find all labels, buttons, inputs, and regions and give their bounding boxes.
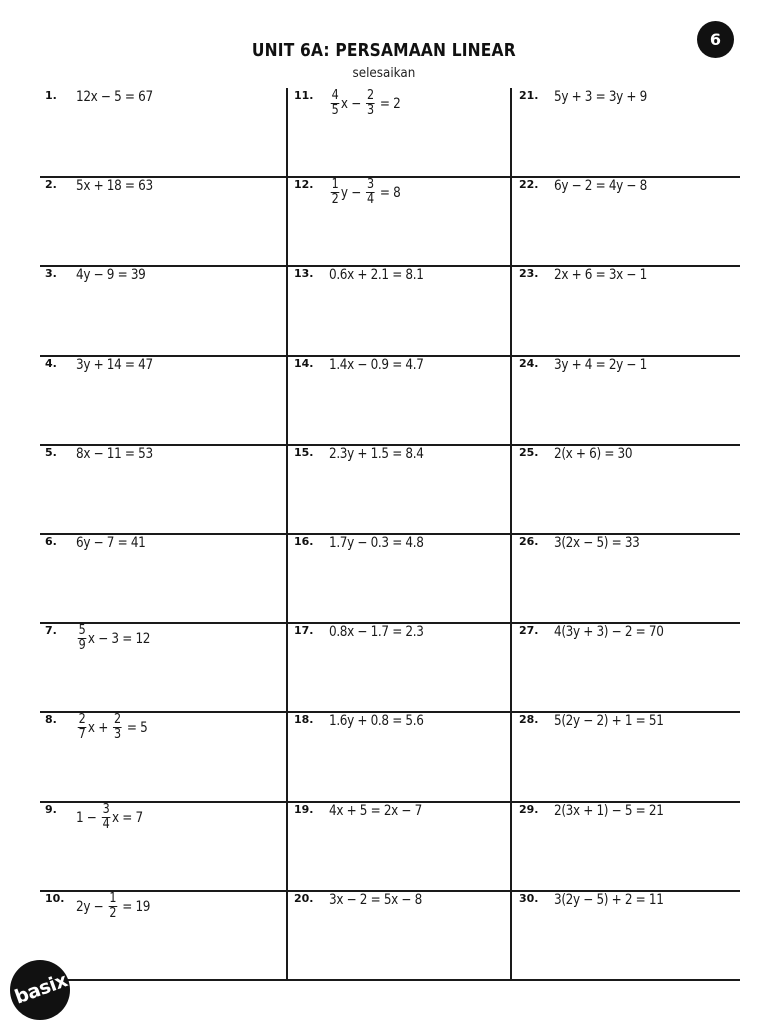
problem-equation <box>329 892 422 908</box>
equation-text: 12x − 5 = 67 <box>76 89 153 105</box>
problem-equation <box>329 357 424 373</box>
problem-number: 13. <box>294 267 314 280</box>
equation-text: 1.6y + 0.8 = 5.6 <box>329 713 424 729</box>
equation-text: = 2 <box>376 95 401 112</box>
equation-text: y − <box>340 184 365 201</box>
fraction <box>109 892 117 921</box>
equation-text: 5y + 3 = 3y + 9 <box>554 89 647 105</box>
problem-number: 9. <box>45 803 57 816</box>
problem-equation <box>329 89 400 118</box>
equation-text: 2.3y + 1.5 = 8.4 <box>329 446 424 462</box>
fraction-numerator: 4 <box>331 88 339 103</box>
page-title: UNIT 6A: PERSAMAAN LINEAR <box>251 40 516 61</box>
equation-text: 3x − 2 = 5x − 8 <box>329 892 422 908</box>
fraction-numerator: 2 <box>367 88 374 103</box>
equation-text: x = 7 <box>111 809 143 826</box>
problem-equation <box>554 89 647 105</box>
fraction <box>102 803 110 832</box>
problem-equation <box>554 892 664 908</box>
equation-text: 1.7y − 0.3 = 4.8 <box>329 535 424 551</box>
fraction-numerator: 2 <box>114 712 121 727</box>
equation-text: 6y − 2 = 4y − 8 <box>554 178 647 194</box>
problem-equation <box>76 624 150 653</box>
problem-equation <box>329 178 400 207</box>
problem-number: 1. <box>45 89 57 102</box>
problem-number: 22. <box>519 178 539 191</box>
fraction-denominator: 9 <box>78 638 86 653</box>
problem-equation <box>329 803 422 819</box>
equation-text: 1.4x − 0.9 = 4.7 <box>329 357 424 373</box>
problem-equation <box>554 178 647 194</box>
problem-equation <box>76 267 145 283</box>
equation-text: 6y − 7 = 41 <box>76 535 146 551</box>
problem-number: 6. <box>45 535 57 548</box>
fraction-denominator: 3 <box>114 727 121 742</box>
problem-number: 7. <box>45 624 57 637</box>
problem-number: 10. <box>45 892 65 905</box>
fraction-denominator: 4 <box>102 817 110 832</box>
problem-number: 8. <box>45 713 57 726</box>
fraction-numerator: 5 <box>78 623 86 638</box>
problem-number: 27. <box>519 624 539 637</box>
problem-number: 11. <box>294 89 314 102</box>
equation-text: 3y + 4 = 2y − 1 <box>554 357 647 373</box>
fraction-denominator: 7 <box>78 727 86 742</box>
fraction <box>78 713 86 742</box>
fraction-denominator: 2 <box>331 192 339 207</box>
problem-equation <box>76 89 153 105</box>
problem-equation <box>554 357 647 373</box>
problem-equation <box>329 624 424 640</box>
fraction <box>366 89 374 118</box>
equation-text: 2y − <box>76 898 107 915</box>
equation-text: 4(3y + 3) − 2 = 70 <box>554 624 664 640</box>
fraction-denominator: 5 <box>331 103 339 118</box>
equation-text: = 19 <box>118 898 151 915</box>
equation-text: 3y + 14 = 47 <box>76 357 153 373</box>
problem-number: 4. <box>45 357 57 370</box>
fraction <box>331 89 339 118</box>
problem-number: 15. <box>294 446 314 459</box>
equation-text: 2x + 6 = 3x − 1 <box>554 267 647 283</box>
equation-text: 0.8x − 1.7 = 2.3 <box>329 624 424 640</box>
problem-number: 19. <box>294 803 314 816</box>
problem-equation <box>76 178 153 194</box>
equation-text: 3(2x − 5) = 33 <box>554 535 640 551</box>
equation-text: 3(2y − 5) + 2 = 11 <box>554 892 664 908</box>
equation-text: x − <box>340 95 365 112</box>
problem-number: 28. <box>519 713 539 726</box>
page-subtitle: selesaikan <box>352 66 416 81</box>
problem-equation <box>554 446 632 462</box>
problem-equation <box>76 535 145 551</box>
problem-equation <box>329 267 424 283</box>
problem-number: 3. <box>45 267 57 280</box>
problem-number: 5. <box>45 446 57 459</box>
fraction-numerator: 2 <box>78 712 86 727</box>
problem-equation <box>76 446 153 462</box>
logo-text: basix <box>11 969 70 1009</box>
problem-equation <box>76 713 147 742</box>
fraction <box>366 178 374 207</box>
problem-equation <box>554 803 664 819</box>
fraction-numerator: 3 <box>102 802 110 817</box>
equation-text: = 5 <box>123 719 148 736</box>
problem-equation <box>554 624 664 640</box>
problem-number: 24. <box>519 357 539 370</box>
problem-number: 25. <box>519 446 539 459</box>
problem-number: 21. <box>519 89 539 102</box>
problem-number: 17. <box>294 624 314 637</box>
problem-number: 2. <box>45 178 57 191</box>
equation-text: 5(2y − 2) + 1 = 51 <box>554 713 664 729</box>
problem-equation <box>554 267 647 283</box>
fraction-numerator: 1 <box>109 891 117 906</box>
fraction-numerator: 1 <box>331 177 339 192</box>
problem-number: 26. <box>519 535 539 548</box>
problem-number: 30. <box>519 892 539 905</box>
fraction <box>331 178 339 207</box>
equation-text: x + <box>87 719 112 736</box>
fraction-denominator: 4 <box>367 192 374 207</box>
row-divider <box>66 979 740 981</box>
page-number-badge: 6 <box>697 21 734 58</box>
problem-number: 16. <box>294 535 314 548</box>
problem-equation <box>554 713 664 729</box>
equation-text: 5x + 18 = 63 <box>76 178 153 194</box>
equation-text: x − 3 = 12 <box>87 630 151 647</box>
problem-equation <box>329 713 424 729</box>
problem-equation <box>76 357 153 373</box>
problem-number: 23. <box>519 267 539 280</box>
equation-text: 4x + 5 = 2x − 7 <box>329 803 422 819</box>
problem-number: 20. <box>294 892 314 905</box>
problem-equation <box>329 535 424 551</box>
equation-text: 8x − 11 = 53 <box>76 446 153 462</box>
equation-text: = 8 <box>376 184 401 201</box>
fraction-denominator: 3 <box>367 103 374 118</box>
fraction-denominator: 2 <box>109 906 117 921</box>
equation-text: 4y − 9 = 39 <box>76 267 146 283</box>
fraction-numerator: 3 <box>367 177 374 192</box>
equation-text: 2(3x + 1) − 5 = 21 <box>554 803 664 819</box>
problem-equation <box>329 446 424 462</box>
problem-equation <box>554 535 640 551</box>
equation-text: 1 − <box>76 809 101 826</box>
fraction <box>113 713 121 742</box>
equation-text: 2(x + 6) = 30 <box>554 446 633 462</box>
basix-logo <box>10 960 70 1020</box>
problem-number: 12. <box>294 178 314 191</box>
problem-number: 18. <box>294 713 314 726</box>
fraction <box>78 624 86 653</box>
problem-equation <box>76 803 143 832</box>
problem-equation <box>76 892 150 921</box>
problem-number: 14. <box>294 357 314 370</box>
problem-number: 29. <box>519 803 539 816</box>
equation-text: 0.6x + 2.1 = 8.1 <box>329 267 424 283</box>
